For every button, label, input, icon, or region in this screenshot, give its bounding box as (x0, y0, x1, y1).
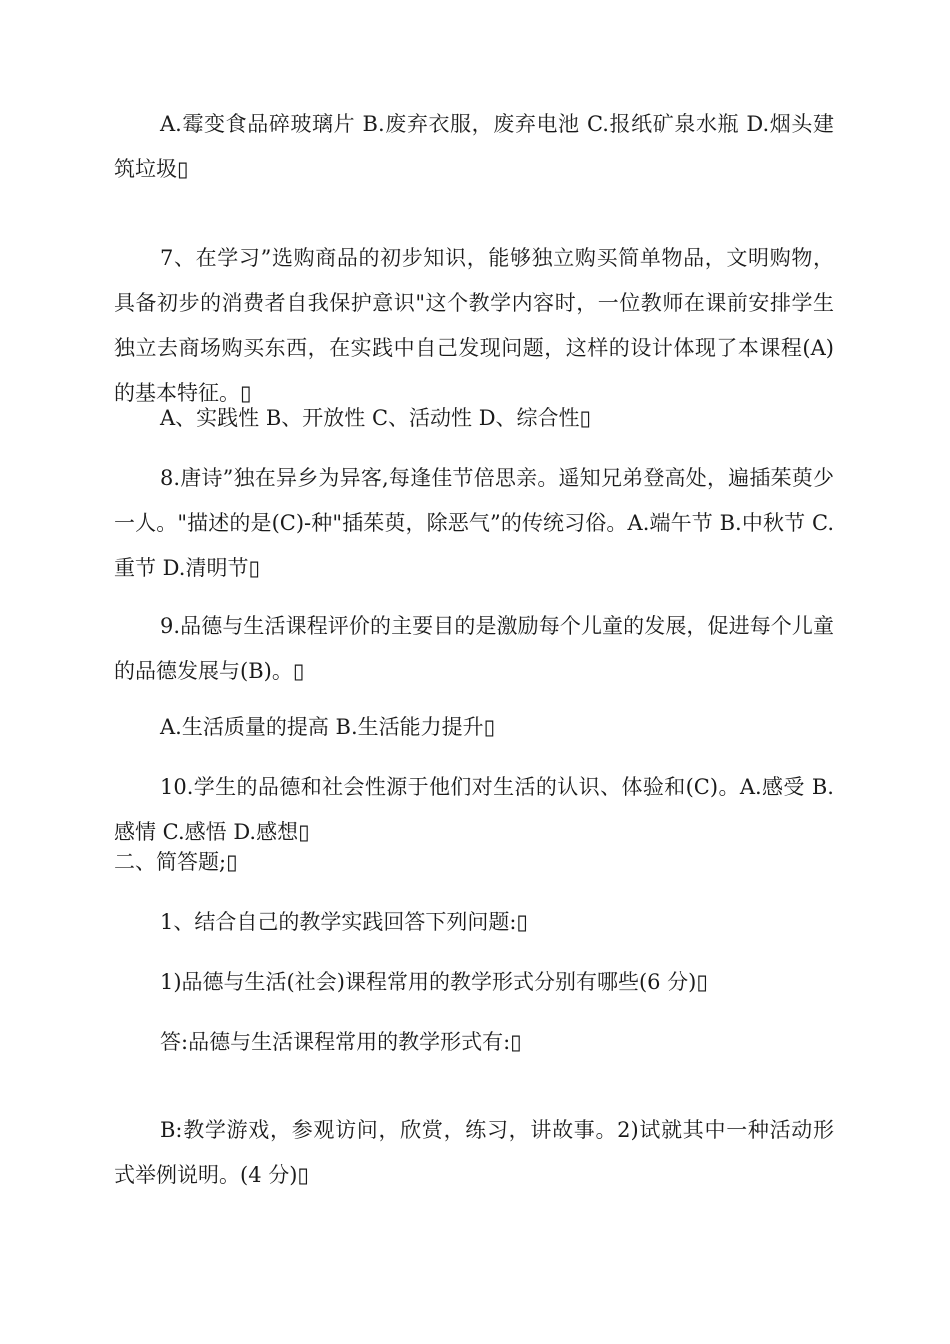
paragraph-question-8: 8.唐诗”独在异乡为异客,每逢佳节倍思亲。遥知兄弟登高处，遍插茱萸少一人。"描述的是(C)-种"插茱萸，除恶气”的传统习俗。A.端午节 B.中秋节 C.重节 D.清明节▯ (114, 466, 834, 580)
paragraph-options-q9: A.生活质量的提高 B.生活能力提升▯ (160, 715, 496, 739)
paragraph-question-7: 7、在学习”选购商品的初步知识，能够独立购买简单物品，文明购物，具备初步的消费者自我保护意识"这个教学内容时，一位教师在课前安排学生独立去商场购买东西，在实践中自己发现问题，这样的设计体现了本课程(A)的基本特征。▯ (114, 246, 834, 405)
paragraph-answer-b: B:教学游戏，参观访问，欣赏，练习，讲故事。2)试就其中一种活动形式举例说明。(4 分)▯ (114, 1118, 834, 1187)
paragraph-answer-intro: 答:品德与生活课程常用的教学形式有:▯ (160, 1030, 522, 1054)
paragraph-options-q7: A、实践性 B、开放性 C、活动性 D、综合性▯ (160, 406, 592, 430)
paragraph-short-answer-1: 1、结合自己的教学实践回答下列问题:▯ (160, 910, 528, 934)
paragraph-question-9: 9.品德与生活课程评价的主要目的是激励每个儿童的发展，促进每个儿童的品德发展与(B)。▯ (114, 614, 834, 683)
paragraph-options-q6: A.霉变食品碎玻璃片 B.废弃衣服，废弃电池 C.报纸矿泉水瓶 D.烟头建筑垃圾▯ (114, 112, 834, 181)
section-heading-short-answer: 二、简答题;▯ (114, 850, 238, 874)
paragraph-sub-question-1: 1)品德与生活(社会)课程常用的教学形式分别有哪些(6 分)▯ (160, 970, 708, 994)
paragraph-question-10: 10.学生的品德和社会性源于他们对生活的认识、体验和(C)。A.感受 B.感情 C.感悟 D.感想▯ (114, 775, 834, 844)
